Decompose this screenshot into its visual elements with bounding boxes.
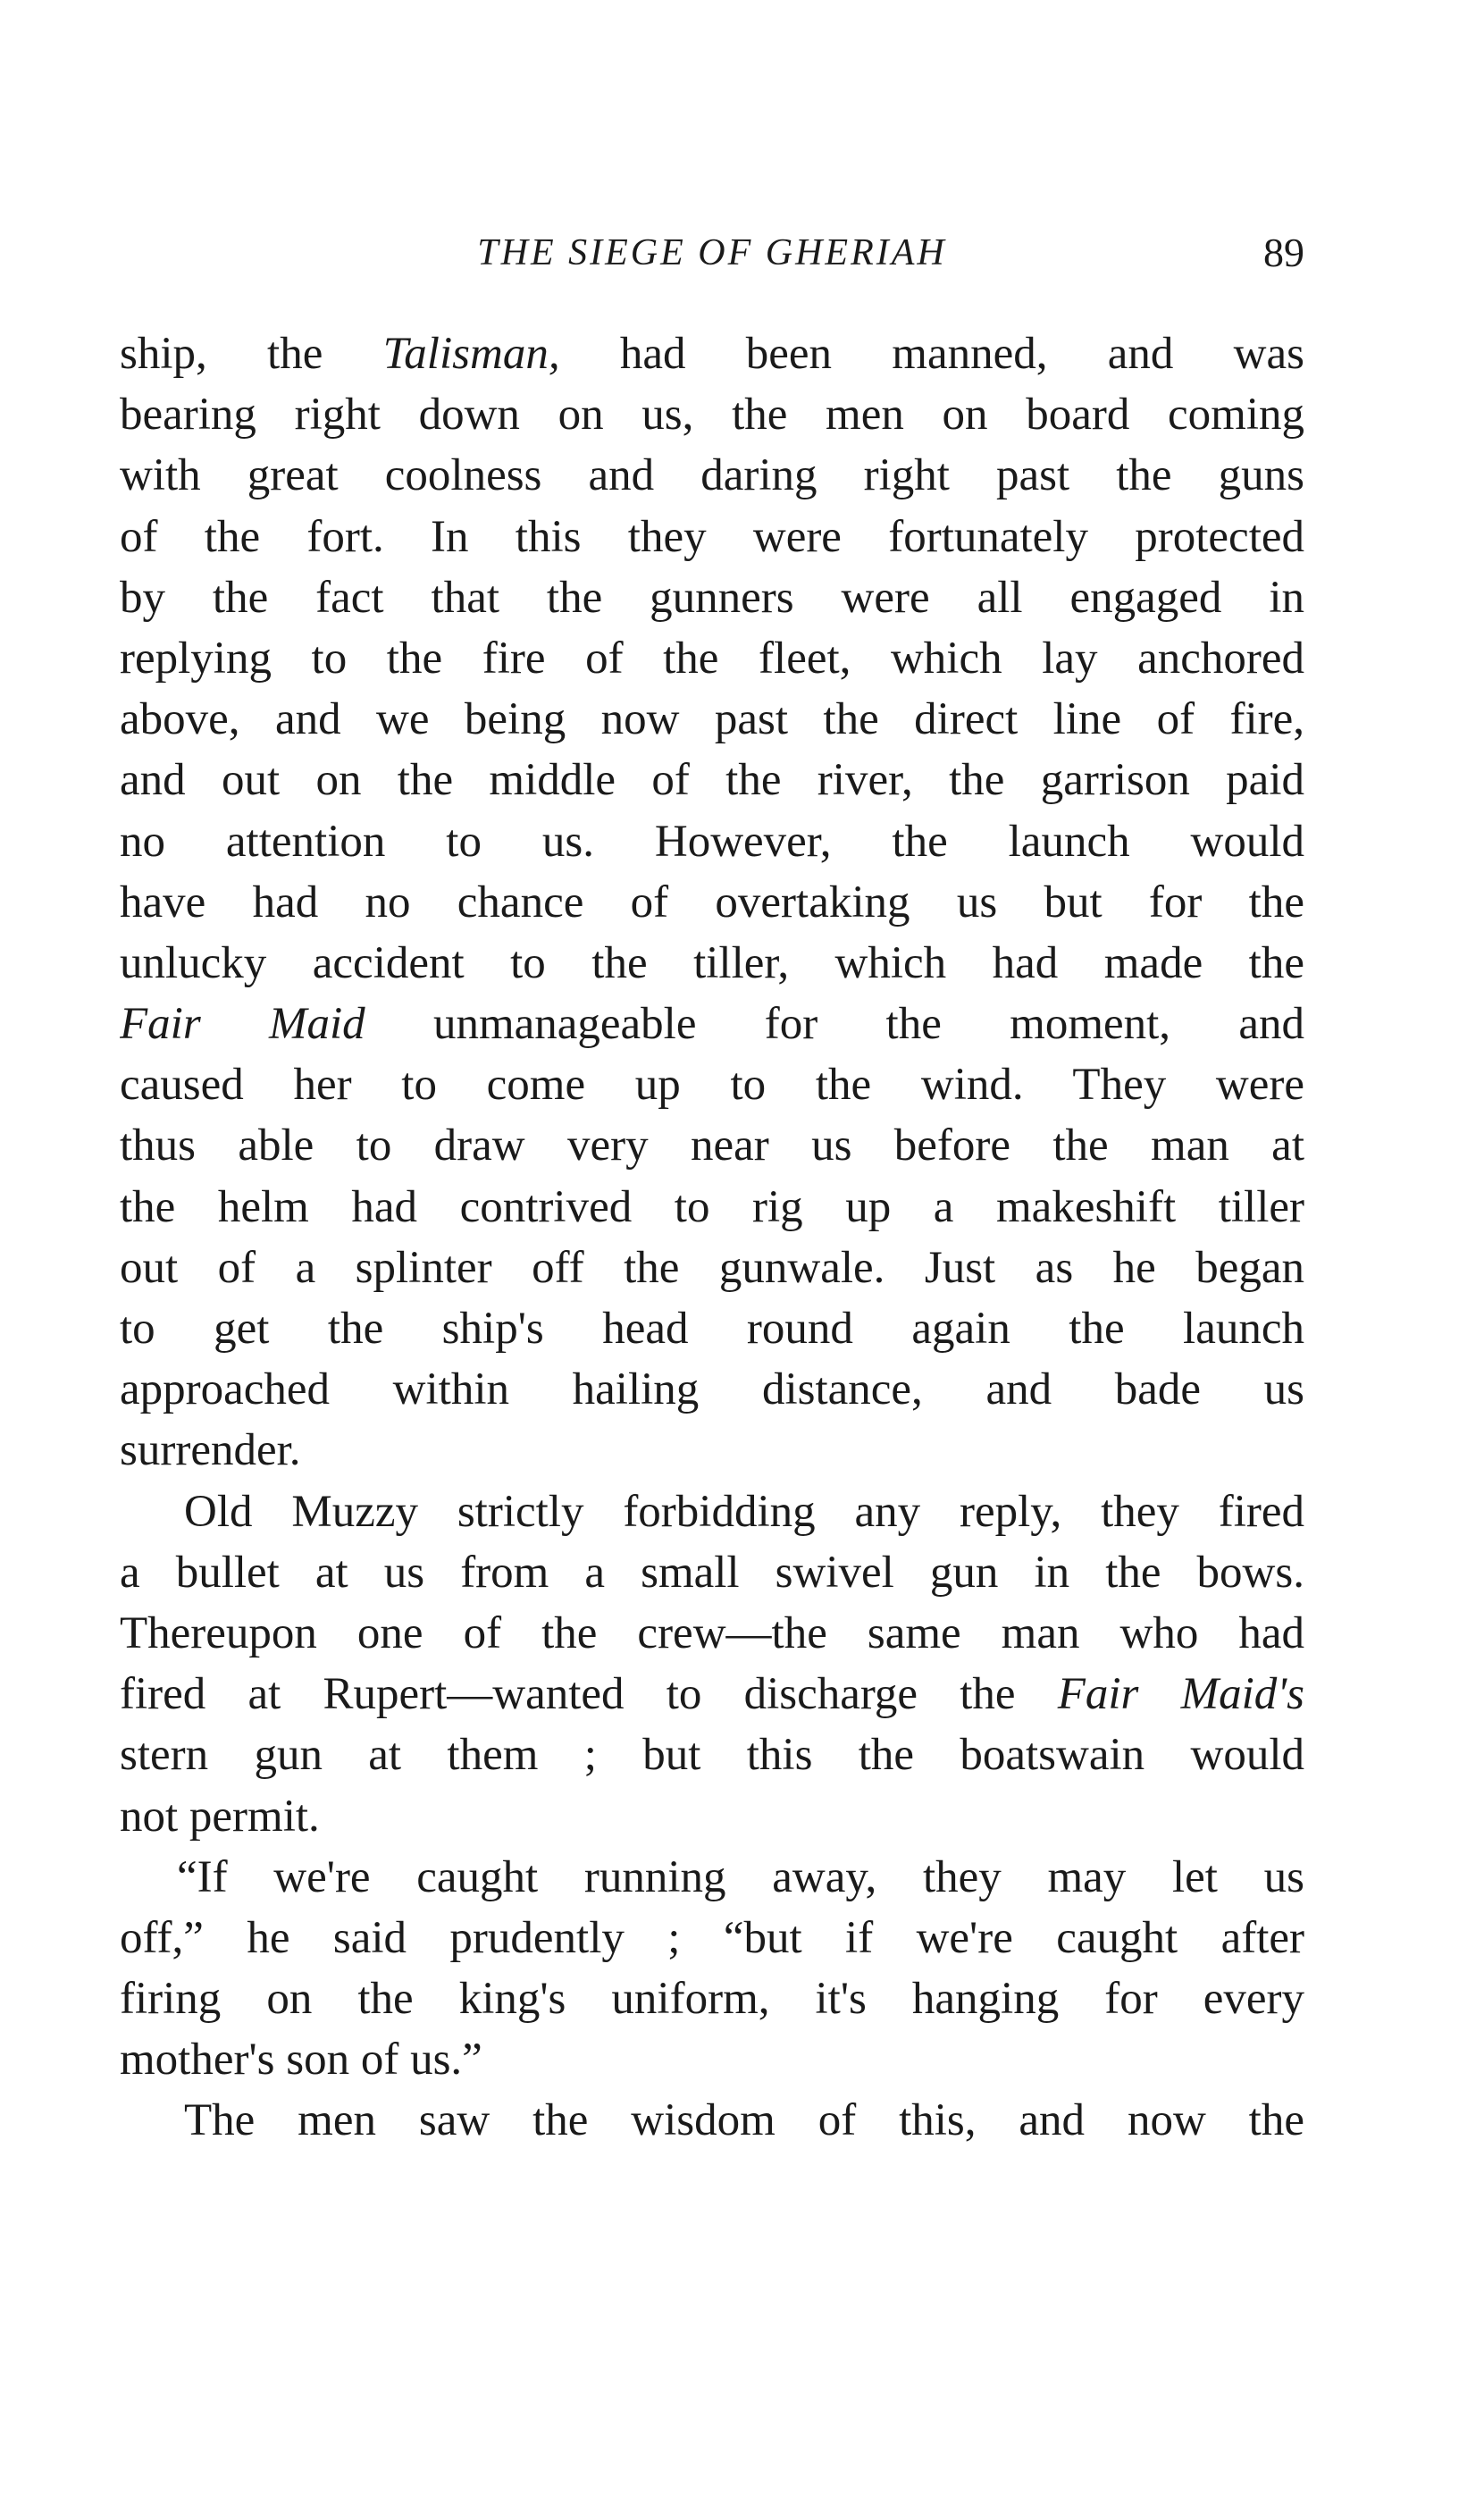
text-line: surrender. — [120, 1425, 301, 1476]
text-line — [120, 323, 1304, 384]
text-line: “If we're caught running away, they may let us — [177, 1851, 1304, 1902]
text-line: Thereupon one of the crew—the same man who had — [120, 1607, 1304, 1658]
text-line: unlucky accident to the tiller, which had made the — [120, 937, 1304, 988]
text-line — [120, 994, 1304, 1054]
text-line: and out on the middle of the river, the garrison paid — [120, 755, 1304, 806]
text-line: above, and we being now past the direct line of fire, — [120, 694, 1304, 745]
text-line: of the fort. In this they were fortunately protected — [120, 511, 1304, 562]
ship-name-italic: Fair Maid — [120, 999, 365, 1050]
text-line: approached within hailing distance, and bade us — [120, 1364, 1304, 1415]
text-line: The men saw the wisdom of this, and now the — [184, 2095, 1304, 2146]
text-run: ship, the — [120, 329, 383, 379]
text-line: replying to the fire of the fleet, which lay anchored — [120, 633, 1304, 684]
text-line: with great coolness and daring right past the guns — [120, 450, 1304, 501]
running-title: THE SIEGE OF GHERIAH — [477, 232, 947, 273]
text-line: have had no chance of overtaking us but for the — [120, 877, 1304, 927]
text-line: the helm had contrived to rig up a makeshift tiller — [120, 1181, 1304, 1232]
text-run: fired at Rupert—wanted to discharge the — [120, 1669, 1058, 1720]
text-run: had been manned, and was — [559, 329, 1304, 379]
text-line: Old Muzzy strictly forbidding any reply, they fired — [184, 1486, 1304, 1537]
text-line: firing on the king's uniform, it's hanging for every — [120, 1974, 1304, 2025]
text-line: by the fact that the gunners were all engaged in — [120, 572, 1304, 623]
text-line: stern gun at them ; but this the boatswain would — [120, 1730, 1304, 1781]
text-line: to get the ship's head round again the launch — [120, 1304, 1304, 1354]
text-line: mother's son of us.” — [120, 2035, 482, 2086]
text-line: not permit. — [120, 1791, 320, 1842]
page-number: 89 — [1263, 230, 1304, 275]
text-line: a bullet at us from a small swivel gun in the bows. — [120, 1547, 1304, 1598]
text-line — [120, 1664, 1304, 1725]
text-line: no attention to us. However, the launch would — [120, 816, 1304, 867]
text-line: caused her to come up to the wind. They were — [120, 1060, 1304, 1111]
ship-name-italic: Talisman, — [382, 329, 560, 379]
text-line: out of a splinter off the gunwale. Just as he began — [120, 1242, 1304, 1293]
text-line: thus able to draw very near us before the man at — [120, 1120, 1304, 1171]
text-line: off,” he said prudently ; “but if we're caught after — [120, 1912, 1304, 1963]
text-run: unmanageable for the moment, and — [365, 999, 1304, 1050]
running-head — [120, 222, 1304, 284]
body-text — [120, 323, 1304, 2152]
text-line: bearing right down on us, the men on board coming — [120, 390, 1304, 441]
ship-name-italic: Fair Maid's — [1057, 1669, 1304, 1720]
